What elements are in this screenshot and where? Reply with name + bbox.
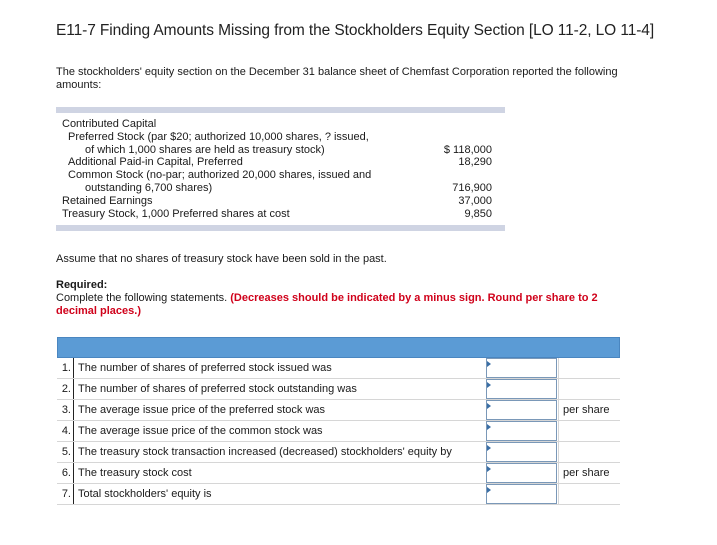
- equity-row-amount: 9,850: [464, 207, 492, 220]
- unit-label: [558, 421, 620, 441]
- equity-row: [56, 131, 505, 144]
- equity-row-label: Contributed Capital: [62, 118, 157, 130]
- required-rounding-note: (Decreases should be indicated by a minus sign. Round per share to 2 decimal places.): [56, 292, 598, 317]
- table-row: [57, 421, 620, 442]
- table-row: [57, 358, 620, 379]
- answer-input-common-issue-price[interactable]: [486, 421, 557, 441]
- table-bottom-border: [56, 225, 505, 231]
- answer-table: [57, 337, 620, 505]
- input-marker-icon: [487, 487, 491, 493]
- answer-input-treasury-effect[interactable]: [486, 442, 557, 462]
- row-number: 6.: [57, 463, 74, 483]
- required-heading: Required:: [56, 279, 108, 291]
- equity-row-label: Treasury Stock, 1,000 Preferred shares at cost: [62, 207, 290, 220]
- equity-row-amount: 716,900: [452, 181, 492, 194]
- table-row: [57, 379, 620, 400]
- unit-label: [558, 484, 620, 504]
- unit-label: [558, 358, 620, 378]
- equity-row-amount: $ 118,000: [443, 143, 492, 156]
- equity-row-amount: 18,290: [458, 156, 492, 169]
- equity-row-label: outstanding 6,700 shares): [85, 181, 213, 194]
- equity-row: [56, 156, 505, 169]
- table-row: [57, 400, 620, 421]
- answer-input-preferred-issue-price[interactable]: [486, 400, 557, 420]
- assumption-text: Assume that no shares of treasury stock have been sold in the past.: [56, 253, 387, 265]
- statement-text: Total stockholders' equity is: [78, 488, 212, 500]
- answer-input-total-equity[interactable]: [486, 484, 557, 504]
- unit-label: [558, 379, 620, 399]
- row-number: 3.: [57, 400, 74, 420]
- required-instructions: Complete the following statements.: [56, 292, 228, 304]
- equity-row: [56, 182, 505, 195]
- row-number: 1.: [57, 358, 74, 378]
- statement-text: The number of shares of preferred stock issued was: [78, 362, 332, 374]
- equity-row-label: Retained Earnings: [62, 194, 153, 207]
- statement-text: The number of shares of preferred stock outstanding was: [78, 383, 357, 395]
- equity-row: [56, 195, 505, 208]
- statement-text: The treasury stock transaction increased (decreased) stockholders' equity by: [78, 446, 452, 458]
- row-number: 7.: [57, 484, 74, 504]
- required-text: [56, 292, 636, 318]
- input-marker-icon: [487, 466, 491, 472]
- answer-input-shares-issued[interactable]: [486, 358, 557, 378]
- input-marker-icon: [487, 361, 491, 367]
- table-row: [57, 484, 620, 505]
- equity-row-amount: 37,000: [458, 194, 492, 207]
- row-number: 2.: [57, 379, 74, 399]
- equity-row-label: Common Stock (no-par; authorized 20,000 shares, issued and: [68, 169, 372, 182]
- row-number: 5.: [57, 442, 74, 462]
- statement-text: The average issue price of the common stock was: [78, 425, 323, 437]
- equity-row: [56, 208, 505, 221]
- equity-row: [56, 118, 505, 131]
- equity-section-table: [56, 118, 505, 220]
- input-marker-icon: [487, 403, 491, 409]
- table-top-border: [56, 107, 505, 113]
- equity-row-label: Additional Paid-in Capital, Preferred: [68, 156, 243, 169]
- equity-row: [56, 144, 505, 157]
- answer-input-treasury-cost[interactable]: [486, 463, 557, 483]
- unit-label: per share: [558, 400, 620, 420]
- statement-text: The treasury stock cost: [78, 467, 192, 479]
- answer-table-header: [57, 337, 620, 358]
- unit-label: per share: [558, 463, 620, 483]
- answer-input-shares-outstanding[interactable]: [486, 379, 557, 399]
- input-marker-icon: [487, 382, 491, 388]
- input-marker-icon: [487, 445, 491, 451]
- equity-row-label: of which 1,000 shares are held as treasury stock): [85, 143, 325, 156]
- input-marker-icon: [487, 424, 491, 430]
- equity-row-label: Preferred Stock (par $20; authorized 10,000 shares, ? issued,: [68, 130, 369, 143]
- intro-text: The stockholders' equity section on the December 31 balance sheet of Chemfast Corporation reported the following amounts:: [56, 66, 618, 91]
- table-row: [57, 463, 620, 484]
- row-number: 4.: [57, 421, 74, 441]
- equity-row: [56, 169, 505, 182]
- unit-label: [558, 442, 620, 462]
- page-title: E11-7 Finding Amounts Missing from the Stockholders Equity Section [LO 11-2, LO 11-4]: [56, 22, 655, 39]
- statement-text: The average issue price of the preferred stock was: [78, 404, 326, 416]
- table-row: [57, 442, 620, 463]
